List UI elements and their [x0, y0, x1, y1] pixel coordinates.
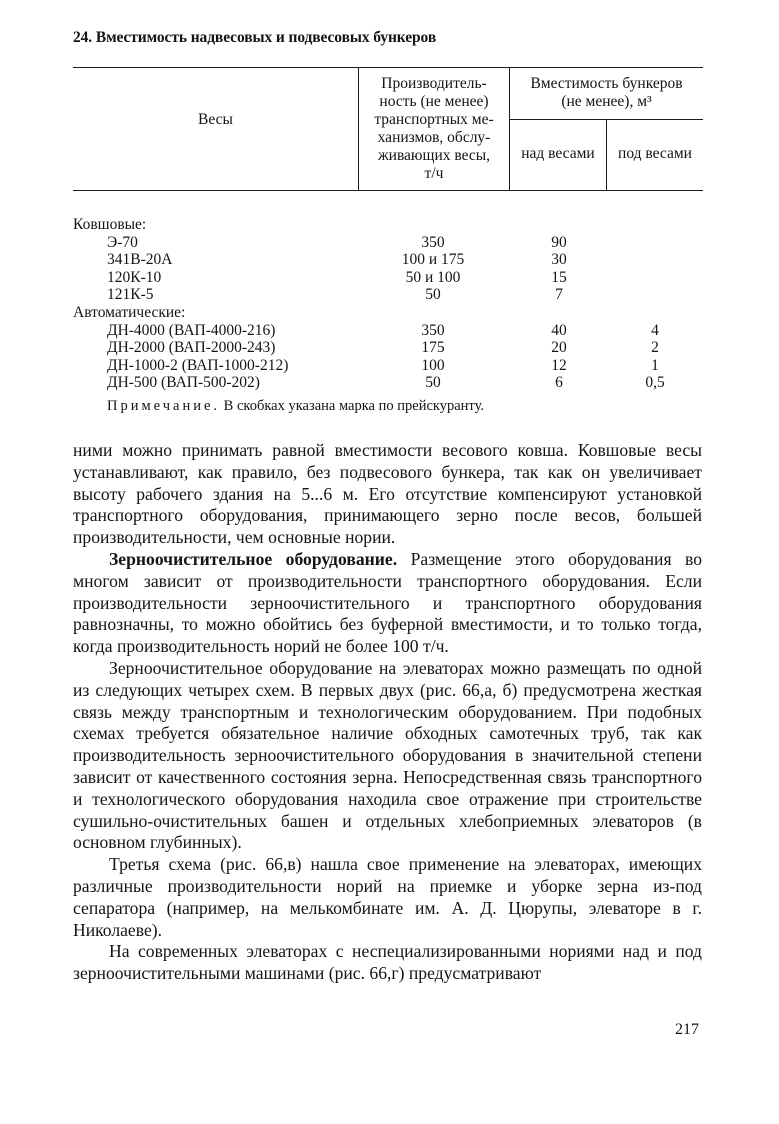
table-row — [0, 374, 779, 392]
row-capacity: 350 — [421, 233, 445, 251]
row-label: 121К-5 — [107, 286, 154, 304]
note-label: Примечание. — [107, 398, 221, 414]
row-above: 30 — [551, 251, 567, 269]
table-row — [0, 216, 779, 234]
header-capacity-line: ность (не менее) — [379, 93, 489, 110]
header-above: над весами — [521, 145, 595, 162]
row-label: ДН-1000-2 (ВАП-1000-212) — [107, 356, 289, 374]
paragraph-text: ними можно принимать равной вместимости весового ковша. Ковшовые весы устанавливают, как правило, без подвесового бункера, так как он увеличивает высоту рабочего здания на 5...6 м. Его отсутствие компенсируют установкой транспортного оборудования, принимающего зерно после весов, большей производительности, чем основные нории. — [73, 440, 702, 548]
row-label: Э-70 — [107, 233, 138, 251]
paragraph — [73, 440, 702, 549]
row-capacity: 100 — [421, 356, 445, 374]
table-header-bottom-rule — [73, 190, 703, 191]
bins-subheader-rule — [509, 119, 703, 120]
table-row — [0, 322, 779, 340]
header-capacity-line: Производитель- — [381, 75, 487, 92]
paragraph — [73, 941, 702, 985]
row-below: 0,5 — [645, 374, 665, 392]
header-capacity-line: транспортных ме- — [374, 111, 494, 128]
table-caption: 24. Вместимость надвесовых и подвесовых бункеров — [73, 29, 437, 46]
row-label: Автоматические: — [73, 304, 186, 321]
row-below: 2 — [651, 339, 659, 357]
row-above: 20 — [551, 339, 567, 357]
paragraph-text: Третья схема (рис. 66,в) нашла свое применение на элеваторах, имеющих различные производительности норий на приемке и уборке зерна из-под сепаратора (например, на мелькомбинате им. А. Д. Цюрупы, элеваторе в г. Николаеве). — [73, 854, 702, 940]
row-below: 4 — [651, 321, 659, 339]
row-above: 15 — [551, 268, 567, 286]
paragraph — [73, 854, 702, 941]
paragraph-text: Размещение этого оборудования во многом зависит от производительности транспортного оборудования. Если производительности зерноочистительного и транспортного оборудования равнозначны, то можно обойтись без буферной вместимости, и то только тогда, когда производительность норий не более 100 т/ч. — [73, 548, 703, 657]
row-capacity: 50 и 100 — [405, 268, 461, 286]
row-label: 120К-10 — [107, 268, 162, 286]
row-label: Ковшовые: — [73, 216, 147, 233]
header-scales: Весы — [198, 111, 233, 128]
table-row — [0, 304, 779, 322]
header-bins-line: Вместимость бункеров — [530, 75, 683, 92]
row-capacity: 50 — [425, 374, 441, 392]
row-label: ДН-2000 (ВАП-2000-243) — [107, 339, 276, 357]
row-label: ДН-500 (ВАП-500-202) — [107, 374, 260, 392]
row-label: 341В-20А — [107, 251, 173, 269]
table-row — [0, 269, 779, 287]
row-capacity: 175 — [421, 339, 445, 357]
paragraph-text: На современных элеваторах с неспециализированными нориями над и под зерноочистительными машинами (рис. 66,г) предусматривают — [73, 941, 702, 984]
row-capacity: 50 — [425, 286, 441, 304]
table-top-rule — [73, 67, 703, 68]
row-capacity: 350 — [421, 321, 445, 339]
row-label: ДН-4000 (ВАП-4000-216) — [107, 321, 276, 339]
paragraph-lead: Зерноочистительное оборудование. — [109, 548, 398, 569]
page-number: 217 — [675, 1021, 699, 1038]
header-bins — [510, 75, 703, 111]
header-capacity-line: ханизмов, обслу- — [377, 129, 491, 146]
header-below: под весами — [618, 145, 692, 162]
body-text — [73, 440, 702, 985]
table-row — [0, 339, 779, 357]
table-row — [0, 251, 779, 269]
header-capacity — [359, 75, 509, 183]
row-above: 7 — [555, 286, 563, 304]
paragraph — [73, 549, 702, 658]
table-row — [0, 357, 779, 375]
row-above: 6 — [555, 374, 563, 392]
header-capacity-line: т/ч — [424, 165, 444, 182]
paragraph-text: Зерноочистительное оборудование на элеваторах можно размещать по одной из следующих четырех схем. В первых двух (рис. 66,а, б) предусмотрена жесткая связь между транспортным и технологическим оборудованием. При подобных схемах требуется обязательное наличие обходных самотечных труб, так как производительность зерноочистительного оборудования в значительной степени зависит от качественного состояния зерна. Непосредственная связь транспортного и технологического оборудования находила свое отражение при строительстве сушильно-очистительных башен и отдельных хлебоприемных элеваторов (в основном глубинных). — [73, 657, 702, 853]
paragraph — [73, 658, 702, 854]
header-capacity-line: живающих весы, — [377, 147, 491, 164]
table-row — [0, 234, 779, 252]
note-text: В скобках указана марка по прейскуранту. — [223, 398, 484, 414]
header-bins-line: (не менее), м³ — [561, 93, 652, 110]
row-below: 1 — [651, 356, 659, 374]
row-capacity: 100 и 175 — [401, 251, 465, 269]
row-above: 90 — [551, 233, 567, 251]
table-row — [0, 286, 779, 304]
row-above: 12 — [551, 356, 567, 374]
table-note — [107, 398, 484, 415]
row-above: 40 — [551, 321, 567, 339]
